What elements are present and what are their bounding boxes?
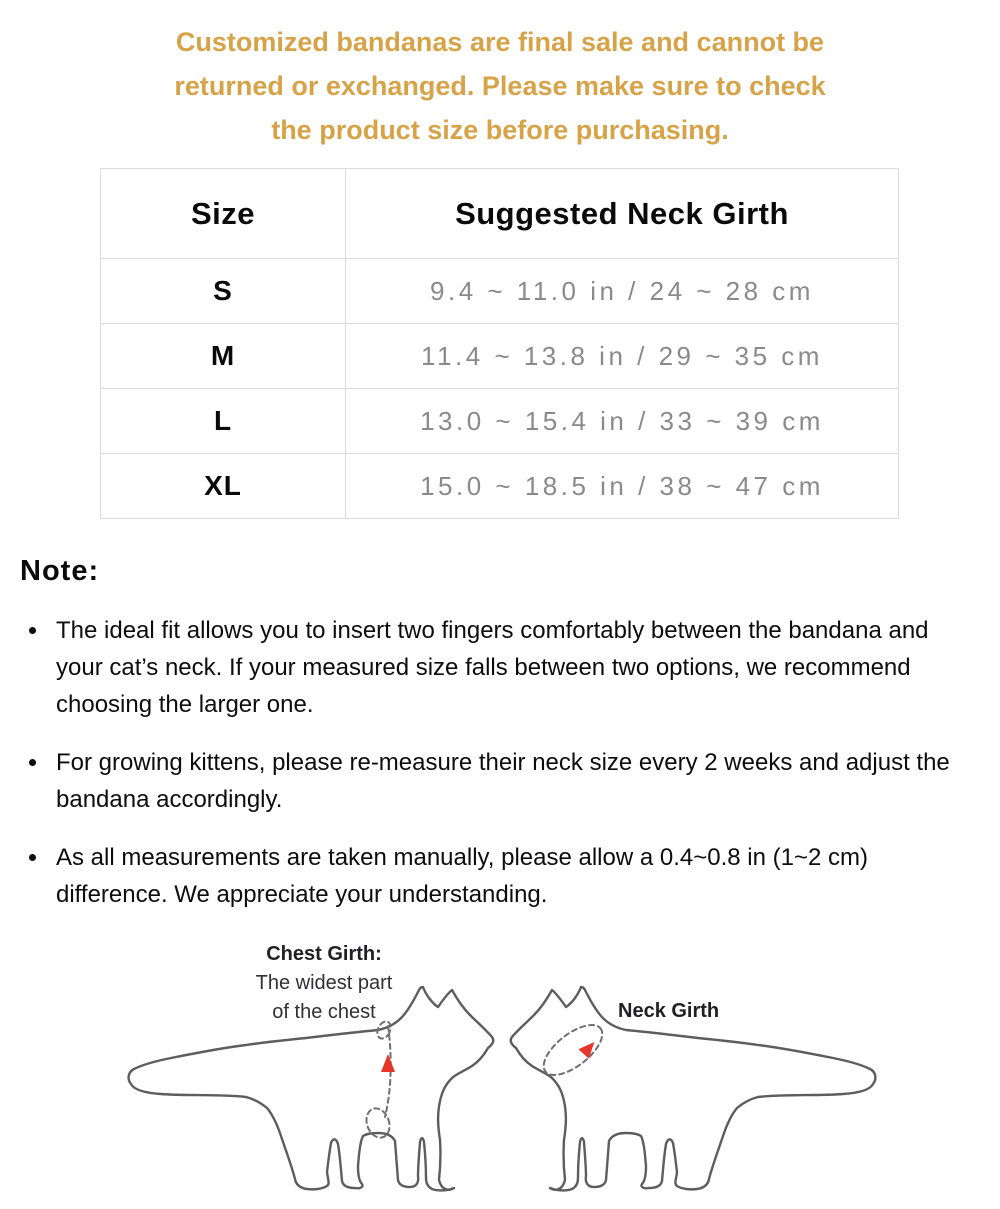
cat-outline-right: [511, 987, 876, 1190]
size-cell: XL: [101, 454, 346, 519]
table-row: [101, 259, 899, 324]
girth-cell: 15.0 ~ 18.5 in / 38 ~ 47 cm: [346, 454, 899, 519]
warning-line: the product size before purchasing.: [271, 115, 729, 145]
note-item: • The ideal fit allows you to insert two fingers comfortably between the bandana and your cat’s neck. If your measured size falls between two options, we recommend choosing the larger one.: [50, 612, 956, 723]
size-cell: M: [101, 324, 346, 389]
girth-cell: 11.4 ~ 13.8 in / 29 ~ 35 cm: [346, 324, 899, 389]
cat-silhouettes-illustration: [126, 984, 878, 1202]
measuring-diagram: [0, 934, 1000, 1209]
size-cell: L: [101, 389, 346, 454]
table-row: [101, 454, 899, 519]
note-list: [0, 612, 1000, 913]
chest-girth-line2: of the chest: [272, 1001, 376, 1023]
size-cell: S: [101, 259, 346, 324]
note-item: • For growing kittens, please re-measure their neck size every 2 weeks and adjust the bandana accordingly.: [50, 744, 956, 818]
warning-line: returned or exchanged. Please make sure to check: [174, 71, 826, 101]
final-sale-warning: [0, 0, 1000, 152]
table-row: [101, 389, 899, 454]
girth-cell: 9.4 ~ 11.0 in / 24 ~ 28 cm: [346, 259, 899, 324]
size-chart-table: [100, 168, 899, 519]
table-header-row: [101, 169, 899, 259]
girth-column-header: Suggested Neck Girth: [346, 169, 899, 259]
girth-cell: 13.0 ~ 15.4 in / 33 ~ 39 cm: [346, 389, 899, 454]
note-heading: Note:: [20, 555, 100, 587]
cat-outline-left: [129, 987, 494, 1190]
neck-girth-label: Neck Girth: [618, 1000, 720, 1022]
size-column-header: Size: [101, 169, 346, 259]
warning-line: Customized bandanas are final sale and cannot be: [175, 27, 825, 57]
table-row: [101, 324, 899, 389]
chest-girth-line1: The widest part: [255, 972, 393, 994]
note-item: • As all measurements are taken manually, please allow a 0.4~0.8 in (1~2 cm) difference. We appreciate your understanding.: [50, 839, 956, 913]
chest-girth-title: Chest Girth:: [266, 943, 382, 965]
